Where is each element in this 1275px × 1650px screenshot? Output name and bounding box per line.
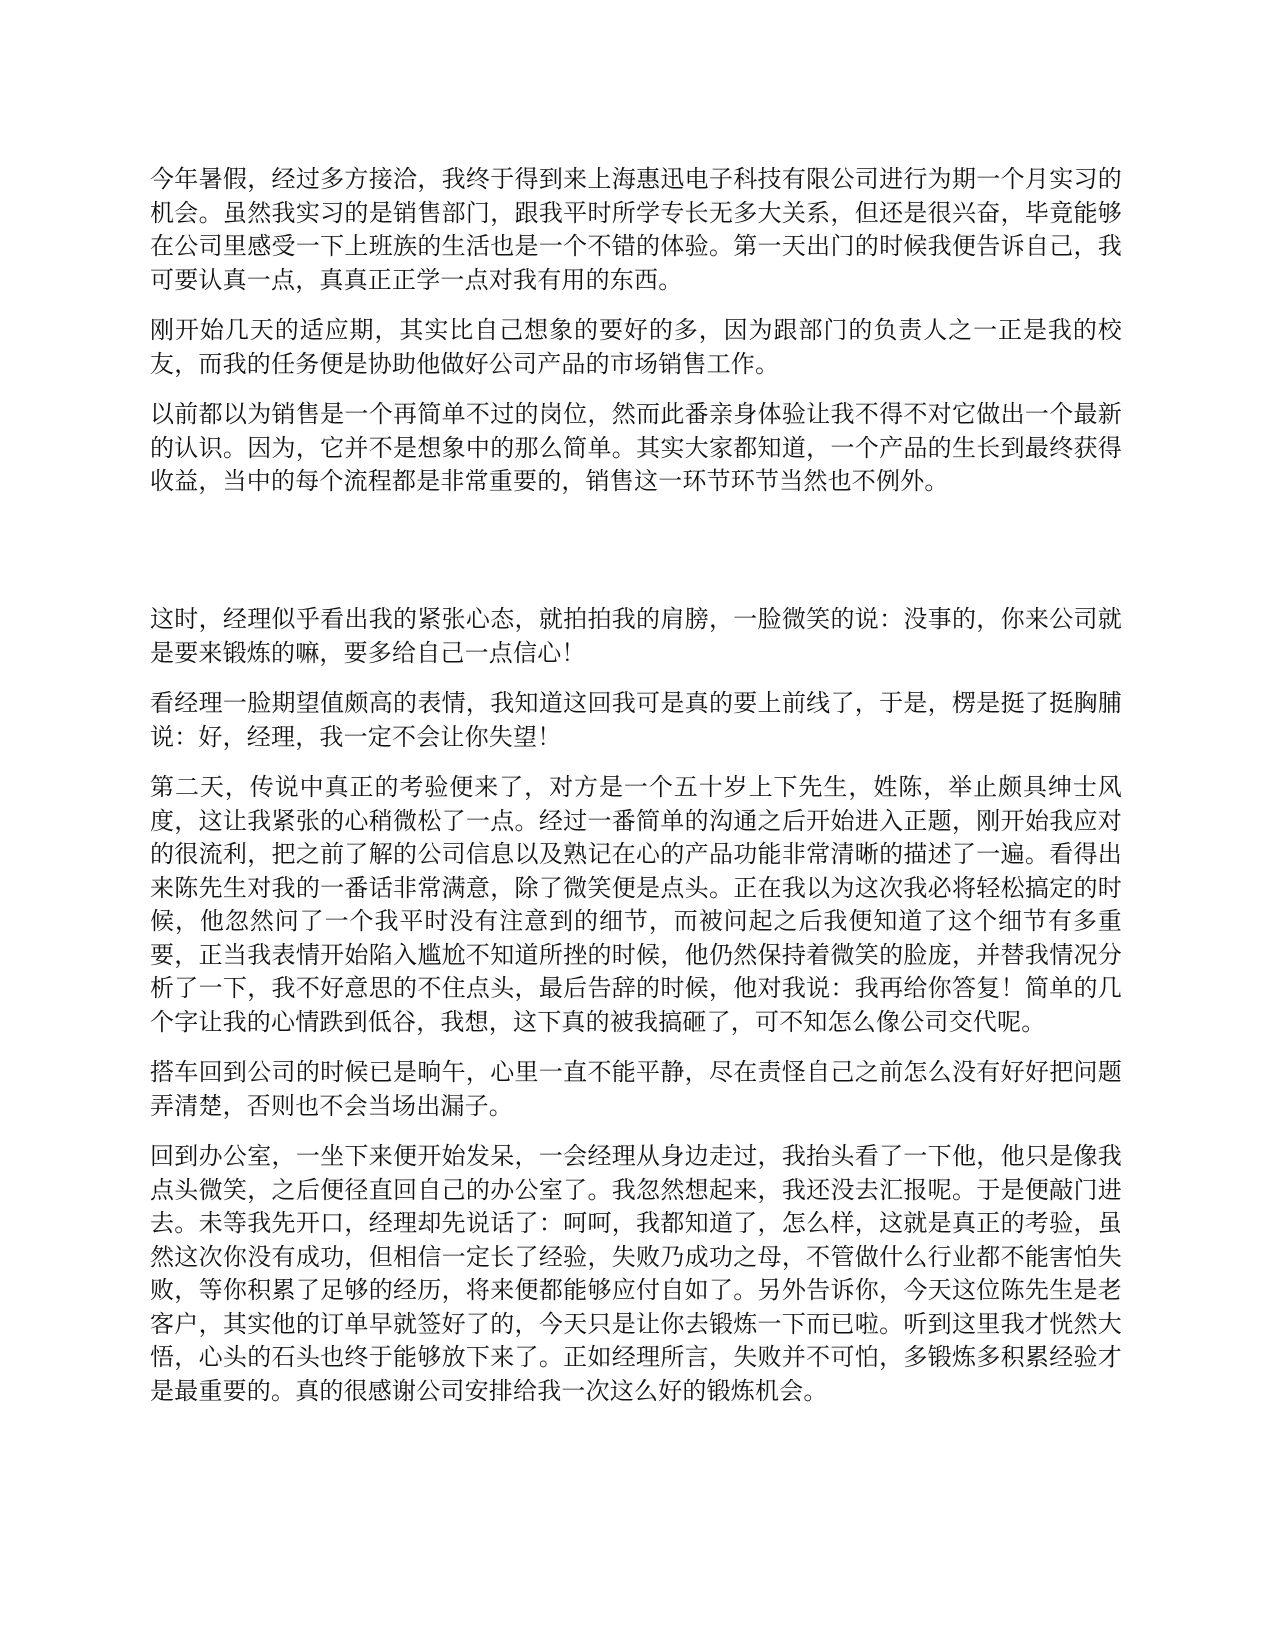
paragraph: 搭车回到公司的时候已是晌午，心里一直不能平静，尽在责怪自己之前怎么没有好好把问题弄清楚，否则也不会当场出漏子。 [150,1058,1122,1120]
paragraph: 看经理一脸期望值颇高的表情，我知道这回我可是真的要上前线了，于是，楞是挺了挺胸脯说：好，经理，我一定不会让你失望！ [150,689,1122,751]
paragraph: 以前都以为销售是一个再简单不过的岗位，然而此番亲身体验让我不得不对它做出一个最新的认识。因为，它并不是想象中的那么简单。其实大家都知道，一个产品的生长到最终获得收益，当中的每个流程都是非常重要的，销售这一环节环节当然也不例外。 [150,400,1122,495]
paragraph: 刚开始几天的适应期，其实比自己想象的要好的多，因为跟部门的负责人之一正是我的校友，而我的任务便是协助他做好公司产品的市场销售工作。 [150,316,1122,378]
paragraph: 今年暑假，经过多方接洽，我终于得到来上海惠迅电子科技有限公司进行为期一个月实习的机会。虽然我实习的是销售部门，跟我平时所学专长无多大关系，但还是很兴奋，毕竟能够在公司里感受一下上班族的生活也是一个不错的体验。第一天出门的时候我便告诉自己，我可要认真一点，真真正正学一点对我有用的东西。 [150,165,1122,294]
text-block-top [150,163,1122,516]
paragraph: 回到办公室，一坐下来便开始发呆，一会经理从身边走过，我抬头看了一下他，他只是像我点头微笑，之后便径直回自己的办公室了。我忽然想起来，我还没去汇报呢。于是便敲门进去。未等我先开口，经理却先说话了：呵呵，我都知道了，怎么样，这就是真正的考验，虽然这次你没有成功，但相信一定长了经验，失败乃成功之母，不管做什么行业都不能害怕失败，等你积累了足够的经历，将来便都能够应付自如了。另外告诉你，今天这位陈先生是老客户，其实他的订单早就签好了的，今天只是让你去锻炼一下而已啦。听到这里我才恍然大悟，心头的石头也终于能够放下来了。正如经理所言，失败并不可怕，多锻炼多积累经验才是最重要的。真的很感谢公司安排给我一次这么好的锻炼机会。 [150,1142,1122,1405]
text-block-bottom [150,603,1122,1425]
paragraph: 第二天，传说中真正的考验便来了，对方是一个五十岁上下先生，姓陈，举止颇具绅士风度，这让我紧张的心稍微松了一点。经过一番简单的沟通之后开始进入正题，刚开始我应对的很流利，把之前了解的公司信息以及熟记在心的产品功能非常清晰的描述了一遍。看得出来陈先生对我的一番话非常满意，除了微笑便是点头。正在我以为这次我必将轻松搞定的时候，他忽然问了一个我平时没有注意到的细节，而被问起之后我便知道了这个细节有多重要，正当我表情开始陷入尴尬不知道所挫的时候，他仍然保持着微笑的脸庞，并替我情况分析了一下，我不好意思的不住点头，最后告辞的时候，他对我说：我再给你答复！简单的几个字让我的心情跌到低谷，我想，这下真的被我搞砸了，可不知怎么像公司交代呢。 [150,773,1122,1036]
paragraph: 这时，经理似乎看出我的紧张心态，就拍拍我的肩膀，一脸微笑的说：没事的，你来公司就是要来锻炼的嘛，要多给自己一点信心！ [150,605,1122,667]
